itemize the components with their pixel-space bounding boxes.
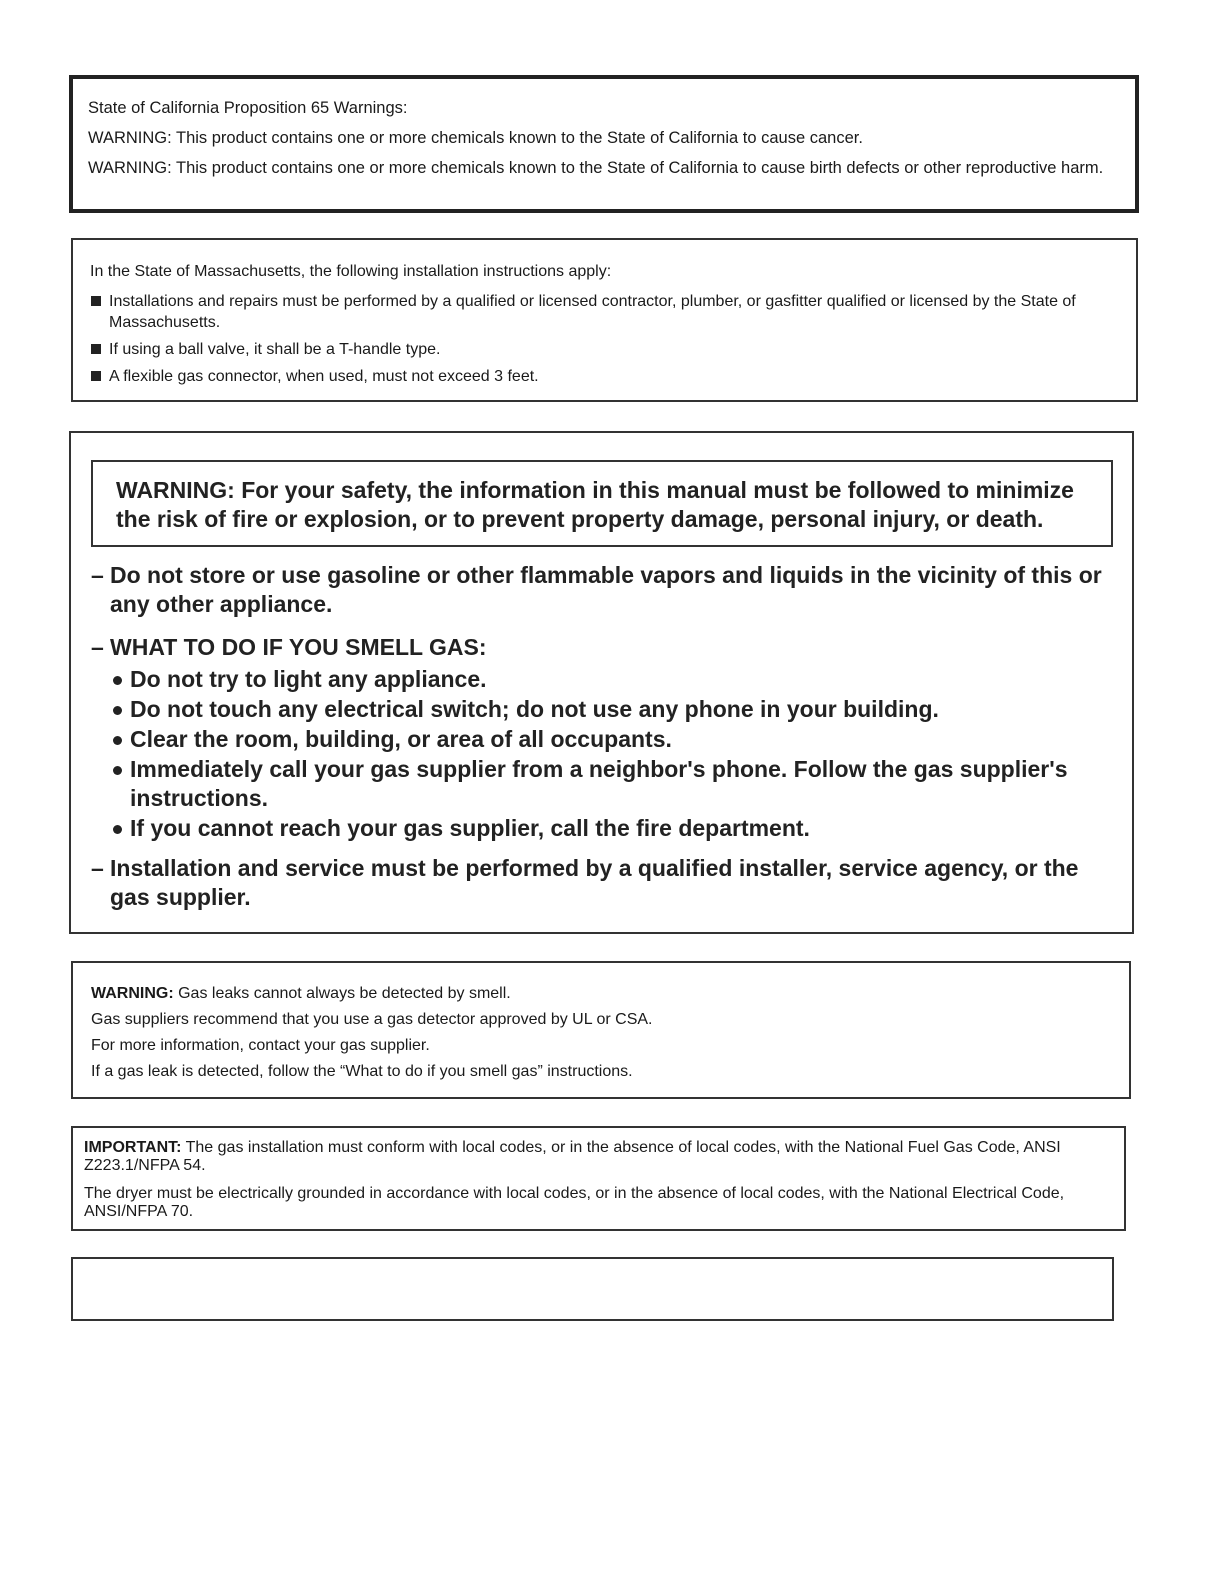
prop65-heading: State of California Proposition 65 Warnings: xyxy=(88,99,408,117)
no-store-text: Do not store or use gasoline or other flammable vapors and liquids in the vicinity of this or any other appliance. xyxy=(110,562,1102,617)
leak-line-4: If a gas leak is detected, follow the “What to do if you smell gas” instructions. xyxy=(91,1063,633,1080)
round-bullet-icon xyxy=(113,766,122,775)
prop65-birth-defects-warning: WARNING: This product contains one or more chemicals known to the State of California to cause birth defects or other reproductive harm. xyxy=(88,159,1104,177)
massachusetts-intro: In the State of Massachusetts, the following installation instructions apply: xyxy=(90,263,612,280)
no-store-instruction xyxy=(91,561,1111,619)
square-bullet-icon xyxy=(91,344,101,354)
dash-mark: – xyxy=(91,634,104,660)
leak-warning-label: WARNING: xyxy=(91,985,174,1002)
round-bullet-icon xyxy=(113,676,122,685)
gas-safety-box xyxy=(69,431,1134,934)
important-electrical-code: The dryer must be electrically grounded in accordance with local codes, or in the absence of local codes, with the National Electrical Code, ANSI/NFPA 70. xyxy=(84,1185,1065,1220)
massachusetts-instructions-box xyxy=(71,238,1138,402)
gas-leak-warning-box xyxy=(71,961,1131,1099)
round-bullet-icon xyxy=(113,825,122,834)
smell-gas-heading xyxy=(91,633,1111,662)
list-item-text: Immediately call your gas supplier from a neighbor's phone. Follow the gas supplier's instructions. xyxy=(130,756,1068,811)
square-bullet-icon xyxy=(91,296,101,306)
important-gas-code-text: The gas installation must conform with local codes, or in the absence of local codes, with the National Fuel Gas Code, ANSI Z223.1/NFPA 54. xyxy=(84,1139,1061,1174)
prop65-warning-box xyxy=(69,75,1139,213)
list-item xyxy=(91,695,1111,724)
gas-safety-list xyxy=(91,561,1111,912)
important-gas-code xyxy=(84,1139,1108,1175)
list-item xyxy=(91,814,1111,843)
list-item-text: Clear the room, building, or area of all occupants. xyxy=(130,726,672,752)
leak-line-1 xyxy=(91,983,1113,1004)
leak-line-1-text: Gas leaks cannot always be detected by smell. xyxy=(173,985,511,1002)
list-item xyxy=(91,725,1111,754)
list-item-text: Do not touch any electrical switch; do not use any phone in your building. xyxy=(130,696,939,722)
list-item xyxy=(90,291,1120,333)
list-item xyxy=(91,665,1111,694)
round-bullet-icon xyxy=(113,736,122,745)
smell-gas-heading-text: WHAT TO DO IF YOU SMELL GAS: xyxy=(110,634,487,660)
installation-instruction xyxy=(91,854,1111,912)
list-item-text: A flexible gas connector, when used, must not exceed 3 feet. xyxy=(109,368,539,385)
dash-mark: – xyxy=(91,855,104,881)
list-item-text: If you cannot reach your gas supplier, call the fire department. xyxy=(130,814,810,841)
gas-safety-warning-box xyxy=(91,460,1113,547)
important-notice-box xyxy=(71,1126,1126,1231)
square-bullet-icon xyxy=(91,371,101,381)
list-item xyxy=(90,339,1120,360)
gas-safety-warning: WARNING: For your safety, the information in this manual must be followed to minimize the risk of fire or explosion, or to prevent property damage, personal injury, or death. xyxy=(116,477,1074,532)
leak-line-3: For more information, contact your gas supplier. xyxy=(91,1037,430,1054)
leak-line-2: Gas suppliers recommend that you use a gas detector approved by UL or CSA. xyxy=(91,1011,653,1028)
list-item-text: Installations and repairs must be performed by a qualified or licensed contractor, plumber, or gasfitter qualified or licensed by the State of Massachusetts. xyxy=(109,293,1076,331)
prop65-cancer-warning: WARNING: This product contains one or more chemicals known to the State of California to cause cancer. xyxy=(88,129,863,147)
list-item-text: Do not try to light any appliance. xyxy=(130,666,487,692)
massachusetts-list xyxy=(90,291,1120,387)
list-item xyxy=(90,366,1120,387)
list-item-text: If using a ball valve, it shall be a T-handle type. xyxy=(109,341,441,358)
dash-mark: – xyxy=(91,562,104,588)
important-label: IMPORTANT: xyxy=(84,1139,182,1156)
list-item xyxy=(91,755,1111,812)
round-bullet-icon xyxy=(113,706,122,715)
empty-box xyxy=(71,1257,1114,1321)
installation-text: Installation and service must be performed by a qualified installer, service agency, or the gas supplier. xyxy=(110,855,1079,910)
smell-gas-steps xyxy=(91,665,1111,842)
